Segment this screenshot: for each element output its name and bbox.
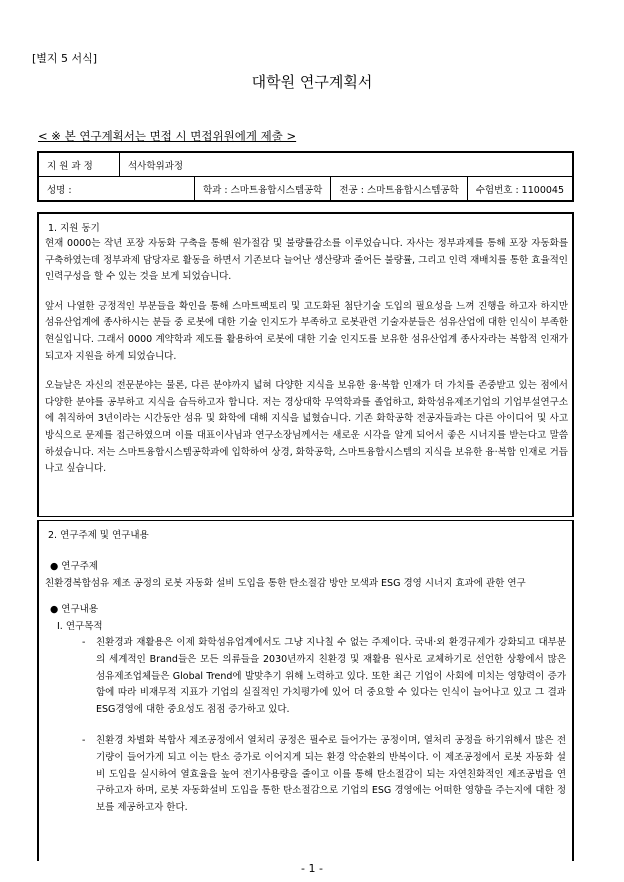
document-title: 대학원 연구계획서	[251, 73, 373, 91]
purpose-item-text: 친환경 차별화 복합사 제조공정에서 열처리 공정은 필수로 들어가는 공정이며, 열처리 공정을 하기위해서 많은 전기량이 들어가게 되고 이는 탄소 증가로 이어지게 되는 환경 악순환의 반복이다. 이 제조공정에서 로봇 자동화 설비 도입을 실시하여 열효율을 높여 전기사용량을 줄이고 이를 통해 탄소절감이 되는 자연친화적인 제조공법을 연구하고자 하며, 로봇 자동화설비 도입을 통한 탄소절감으로 기업의 ESG 경영에는 어떠한 영향을 주는지에 대한 정보를 제공하고자 한다.	[96, 735, 566, 813]
research-title: 2. 연구주제 및 연구내용	[48, 530, 149, 541]
applicant-row	[38, 177, 573, 202]
applicant-info-table	[37, 151, 574, 202]
purpose-item	[39, 733, 572, 816]
submission-notice: < ※ 본 연구계획서는 면접 시 면접위원에게 제출 >	[38, 129, 297, 143]
motivation-paragraph-2: 앞서 나열한 긍정적인 부분들을 확인을 통해 스마트팩토리 및 고도화된 첨단기술 도입의 필요성을 느껴 진행을 하고자 하지만 섬유산업계에 종사하시는 분들 중 로봇에 대한 기술 인지도가 부족하고 로봇관련 기술자분들은 섬유산업에 대한 인식이 부족한 현실입니다. 그래서 0000 계약학과 제도를 활용하여 로봇에 대한 기술 인지도를 보유한 섬유산업계 종사자라는 복합적 인재가 되고자 지원을 하게 되었습니다.	[45, 300, 568, 362]
dash-marker: -	[82, 637, 86, 649]
program-value: 석사학위과정	[120, 152, 574, 177]
motivation-title: 1. 지원 동기	[48, 223, 100, 234]
name-cell: 성명 :	[38, 177, 194, 202]
major-cell: 전공 : 스마트융합시스템공학	[331, 177, 467, 202]
motivation-section	[37, 212, 574, 517]
page-number: - 1 -	[301, 862, 323, 875]
motivation-paragraph-1: 현재 0000는 작년 포장 자동화 구축을 통해 원가절감 및 불량률감소를 이루었습니다. 자사는 정부과제를 통해 포장 자동화를 구축하였는데 정부과제 담당자로 활동을 하면서 기존보다 늘어난 생산량과 줄어든 불량률, 그리고 인력 재배치를 통한 효율적인 인력구성을 할 수 있는 것을 보게 되었습니다.	[45, 238, 568, 283]
dash-marker: -	[82, 735, 86, 747]
motivation-paragraph-3: 오늘날은 자신의 전문분야는 물론, 다른 분야까지 넓혀 다양한 지식을 보유한 융·복합 인재가 더 가치를 존중받고 있는 점에서 다양한 분야를 공부하고 지식을 습득하고자 합니다. 저는 경상대학 무역학과를 졸업하고, 화학섬유제조기업의 기업부설연구소에 취직하여 3년이라는 시간동안 섬유 및 화학에 대해 지식을 넓혔습니다. 기존 화학공학 전공자들과는 다른 아이디어 및 사고방식으로 문제를 접근하였으며 이를 대표이사님과 연구소장님께서는 새로운 시각을 알게 되어서 좋은 시너지를 받는다고 말씀하셨습니다. 저는 스마트융합시스템공학과에 입학하여 상경, 화학공학, 스마트융합시스템의 지식을 보유한 융·복합 인재로 거듭나고 싶습니다.	[45, 380, 568, 475]
purpose-item	[39, 635, 572, 718]
research-section	[37, 520, 574, 861]
topic-text: 친환경복합섬유 제조 공정의 로봇 자동화 설비 도입을 통한 탄소절감 방안 모색과 ESG 경영 시너지 효과에 관한 연구	[45, 577, 526, 589]
form-number: [별지 5 서식]	[32, 52, 98, 65]
department-cell: 학과 : 스마트융합시스템공학	[194, 177, 330, 202]
content-heading: ● 연구내용	[50, 604, 99, 616]
program-label: 지 원 과 정	[38, 152, 120, 177]
program-row	[38, 152, 573, 177]
topic-heading: ● 연구주제	[50, 561, 99, 572]
purpose-item-text: 친환경과 재활용은 이제 화학섬유업계에서도 그냥 지나칠 수 없는 주제이다. 국내·외 환경규제가 강화되고 대부분의 세계적인 Brand들은 모든 의류들을 2030년까지 친환경 및 재활용 원사로 교체하기로 선언한 상황에서 많은 섬유제조업체들은 Global Trend에 발맞추기 위해 노력하고 있다. 또한 최근 기업이 사회에 미치는 영향력이 증가함에 따라 비재무적 지표가 기업의 실질적인 가치평가에 있어 더 중요할 수 있다는 인식이 늘어나고 있고 그 결과 ESG경영에 대한 중요성도 점점 증가하고 있다.	[96, 637, 566, 715]
purpose-heading: Ⅰ. 연구목적	[57, 620, 103, 632]
exam-number-cell: 수험번호 : 1100045	[467, 177, 573, 202]
